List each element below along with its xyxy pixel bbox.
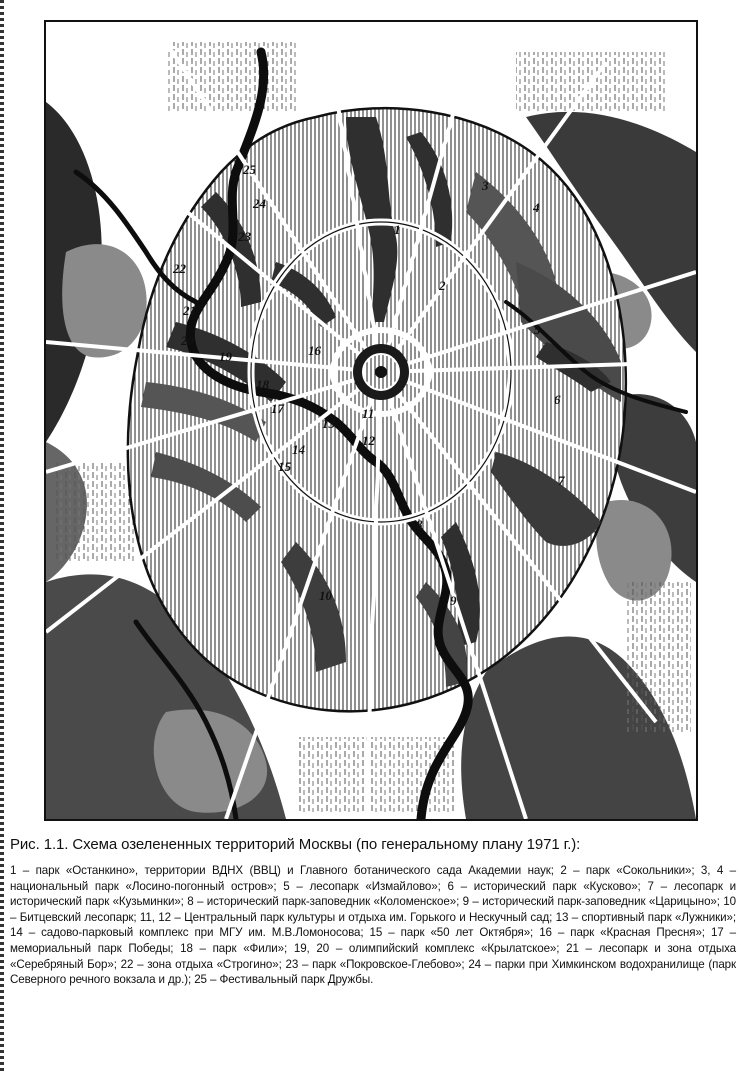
park-label-12: 12 <box>362 433 375 448</box>
park-label-7: 7 <box>558 473 565 488</box>
page-edge <box>0 0 4 1072</box>
caption-title: Рис. 1.1. Схема озелененных территорий Москвы (по генеральному плану 1971 г.): <box>10 836 581 853</box>
park-label-5: 5 <box>534 322 541 337</box>
park-label-24: 24 <box>253 196 266 211</box>
park-label-15: 15 <box>278 459 291 474</box>
park-label-2: 2 <box>439 278 446 293</box>
figure-caption <box>10 836 736 988</box>
park-label-1: 1 <box>394 222 401 237</box>
park-label-13: 13 <box>322 416 335 431</box>
park-label-20: 20 <box>181 333 194 348</box>
park-label-19: 19 <box>219 349 232 364</box>
park-label-4: 4 <box>533 200 540 215</box>
moscow-green-map <box>46 22 696 819</box>
park-label-21: 21 <box>183 303 196 318</box>
park-label-22: 22 <box>173 261 186 276</box>
park-label-3: 3 <box>482 178 489 193</box>
caption-legend: 1 – парк «Останкино», территории ВДНХ (ВВЦ) и Главного ботанического сада Академии наук; 2 – парк «Сокольники»; 3, 4 – национальный парк «Лосино-погонный остров»; 5 – лесопарк «Измайлово»; 6 – исторический парк «Кусково»; 7 – лесопарк и исторический парк «Кузьминки»; 8 – исторический парк-заповедник «Коломенское»; 9 – исторический парк-заповедник «Царицыно»; 10 – Битцевский лесопарк; 11, 12 – Центральный парк культуры и отдыха им. Горького и Нескучный сад; 13 – спортивный парк «Лужники»; 14 – садово-парковый комплекс при МГУ им. М.В.Ломоносова; 15 – парк «50 лет Октября»; 16 – парк «Красная Пресня»; 17 – мемориальный парк Победы; 18 – парк «Фили»; 19, 20 – олимпийский комплекс «Крылатское»; 21 – лесопарк и зона отдыха «Серебряный Бор»; 22 – зона отдыха «Строгино»; 23 – парк «Покровское-Глебово»; 24 – парки при Химкинском водохранилище (парк Северного речного вокзала и др.); 25 – Фестивальный парк Дружбы. <box>10 864 736 987</box>
park-label-16: 16 <box>308 343 321 358</box>
park-label-9: 9 <box>450 593 457 608</box>
park-label-23: 23 <box>238 229 251 244</box>
park-label-17: 17 <box>271 401 284 416</box>
park-label-25: 25 <box>243 162 256 177</box>
park-label-14: 14 <box>292 442 305 457</box>
city-centre <box>353 344 409 400</box>
park-label-11: 11 <box>362 406 375 421</box>
park-label-18: 18 <box>256 377 269 392</box>
park-label-8: 8 <box>416 517 423 532</box>
park-label-6: 6 <box>554 392 561 407</box>
park-label-10: 10 <box>319 588 332 603</box>
map-figure <box>44 20 698 821</box>
